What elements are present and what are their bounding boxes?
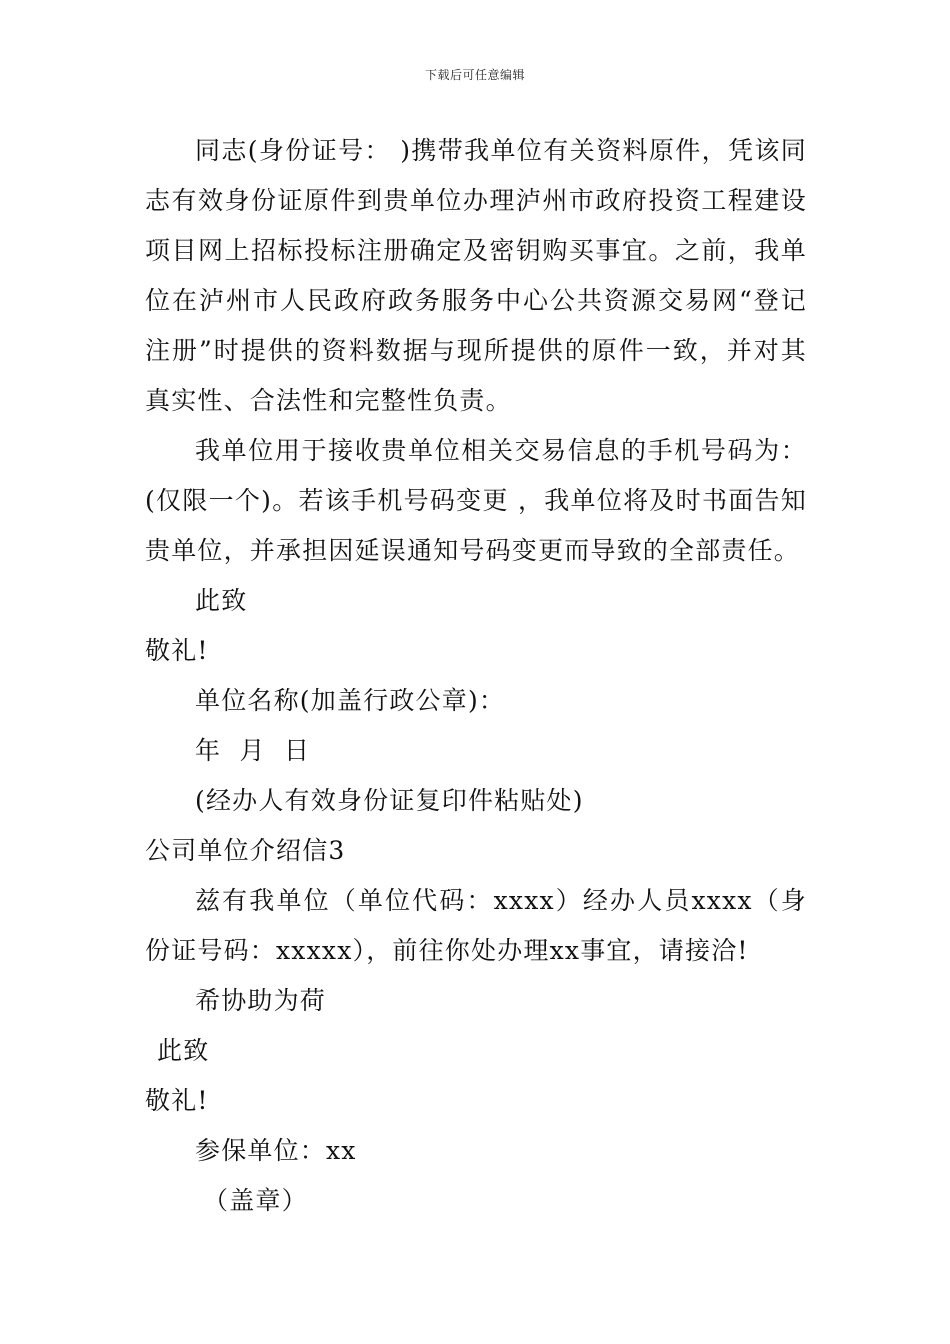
id-copy-note: (经办人有效身份证复印件粘贴处): [195, 786, 584, 815]
paragraph-phone-number: 我单位用于接收贵单位相关交易信息的手机号码为：(仅限一个)。若该手机号码变更 ，我单位将及时书面告知贵单位，并承担因延误通知号码变更而导致的全部责任。: [145, 436, 807, 565]
page-header: 下载后可任意编辑: [424, 68, 525, 82]
paragraph-introduction: 兹有我单位（单位代码：xxxx）经办人员xxxx（身份证号码：xxxxx），前往你处办理xx事宜，请接洽!: [145, 886, 807, 965]
assistance-line: 希协助为荷: [195, 986, 327, 1015]
date-line: 年 月 日: [195, 736, 311, 765]
closing-cizhi: 此致: [195, 586, 248, 615]
unit-name-line: 单位名称(加盖行政公章)：: [195, 686, 506, 715]
section-title: 公司单位介绍信3: [145, 836, 346, 865]
insured-unit-line: 参保单位：xx: [195, 1136, 357, 1165]
closing-cizhi-2: 此致: [157, 1036, 210, 1065]
paragraph-authorization: 同志(身份证号： )携带我单位有关资料原件，凭该同志有效身份证原件到贵单位办理泸州市政府投资工程建设项目网上招标投标注册确定及密钥购买事宜。之前，我单位在泸州市人民政府政务服务中心公共资源交易网“登记注册”时提供的资料数据与现所提供的原件一致，并对其真实性、合法性和完整性负责。: [145, 136, 807, 415]
document-body: [145, 126, 807, 1226]
closing-jingli-2: 敬礼!: [145, 1086, 209, 1115]
stamp-line: （盖章）: [203, 1186, 308, 1215]
closing-jingli: 敬礼!: [145, 636, 209, 665]
